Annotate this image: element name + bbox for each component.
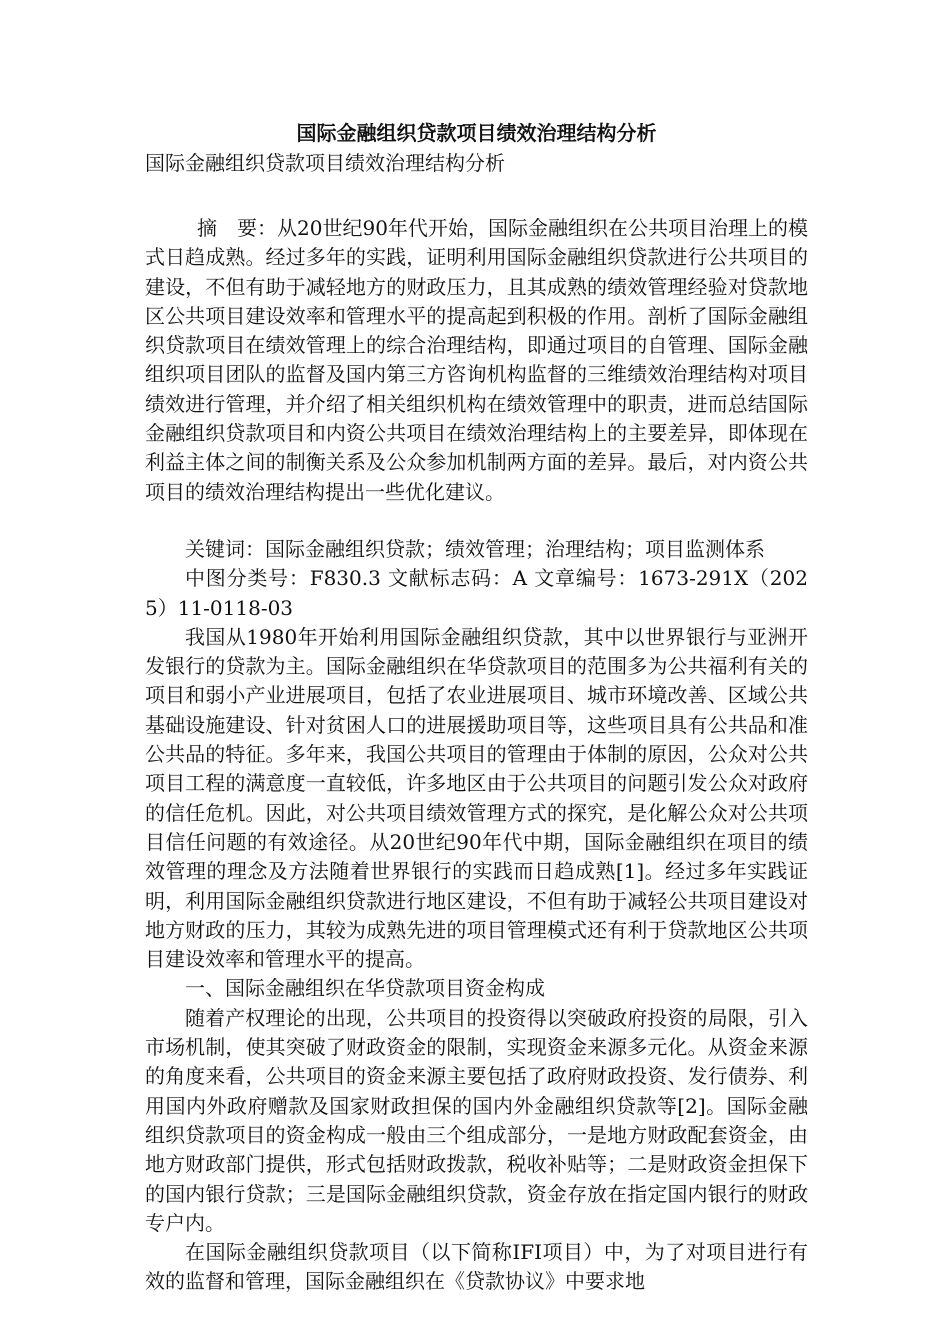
document-body [145,118,808,1297]
classification-line: 中图分类号：F830.3 文献标志码：A 文章编号：1673-291X（2025）11-0118-03 [145,566,808,620]
document-title: 国际金融组织贷款项目绩效治理结构分析 [296,121,657,145]
body-paragraph-3: 在国际金融组织贷款项目（以下简称IFI项目）中，为了对项目进行有效的监督和管理，国际金融组织在《贷款协议》中要求地 [145,1240,808,1294]
section-heading-1: 一、国际金融组织在华贷款项目资金构成 [185,976,545,1001]
body-paragraph-1: 我国从1980年开始利用国际金融组织贷款，其中以世界银行与亚洲开发银行的贷款为主。国际金融组织在华贷款项目的范围多为公共福利有关的项目和弱小产业进展项目，包括了农业进展项目、城市环境改善、区域公共基础设施建设、针对贫困人口的进展援助项目等，这些项目具有公共品和准公共品的特征。多年来，我国公共项目的管理由于体制的原因，公众对公共项目工程的满意度一直较低，许多地区由于公共项目的问题引发公众对政府的信任危机。因此，对公共项目绩效管理方式的探究，是化解公众对公共项目信任问题的有效途径。从20世纪90年代中期，国际金融组织在项目的绩效管理的理念及方法随着世界银行的实践而日趋成熟[1]。经过多年实践证明，利用国际金融组织贷款进行地区建设，不但有助于减轻公共项目建设对地方财政的压力，其较为成熟先进的项目管理模式还有利于贷款地区公共项目建设效率和管理水平的提高。 [145,624,808,972]
keywords-line: 关键词：国际金融组织贷款；绩效管理；治理结构；项目监测体系 [185,536,765,561]
body-paragraph-2: 随着产权理论的出现，公共项目的投资得以突破政府投资的局限，引入市场机制，使其突破了财政资金的限制，实现资金来源多元化。从资金来源的角度来看，公共项目的资金来源主要包括了政府财政投资、发行债券、利用国内外政府赠款及国家财政担保的国内外金融组织贷款等[2]。国际金融组织贷款项目的资金构成一般由三个组成部分，一是地方财政配套资金，由地方财政部门提供，形式包括财政拨款，税收补贴等；二是财政资金担保下的国内银行贷款；三是国际金融组织贷款，资金存放在指定国内银行的财政专户内。 [145,1005,808,1235]
document-subtitle: 国际金融组织贷款项目绩效治理结构分析 [145,151,505,175]
abstract-paragraph: 摘 要：从20世纪90年代开始，国际金融组织在公共项目治理上的模式日趋成熟。经过多年的实践，证明利用国际金融组织贷款进行公共项目的建设，不但有助于减轻地方的财政压力，且其成熟的绩效管理经验对贷款地区公共项目建设效率和管理水平的提高起到积极的作用。剖析了国际金融组织贷款项目在绩效管理上的综合治理结构，即通过项目的自管理、国际金融组织项目团队的监督及国内第三方咨询机构监督的三维绩效治理结构对项目绩效进行管理，并介绍了相关组织机构在绩效管理中的职责，进而总结国际金融组织贷款项目和内资公共项目在绩效治理结构上的主要差异，即体现在利益主体之间的制衡关系及公众参加机制两方面的差异。最后，对内资公共项目的绩效治理结构提出一些优化建议。 [145,216,808,504]
